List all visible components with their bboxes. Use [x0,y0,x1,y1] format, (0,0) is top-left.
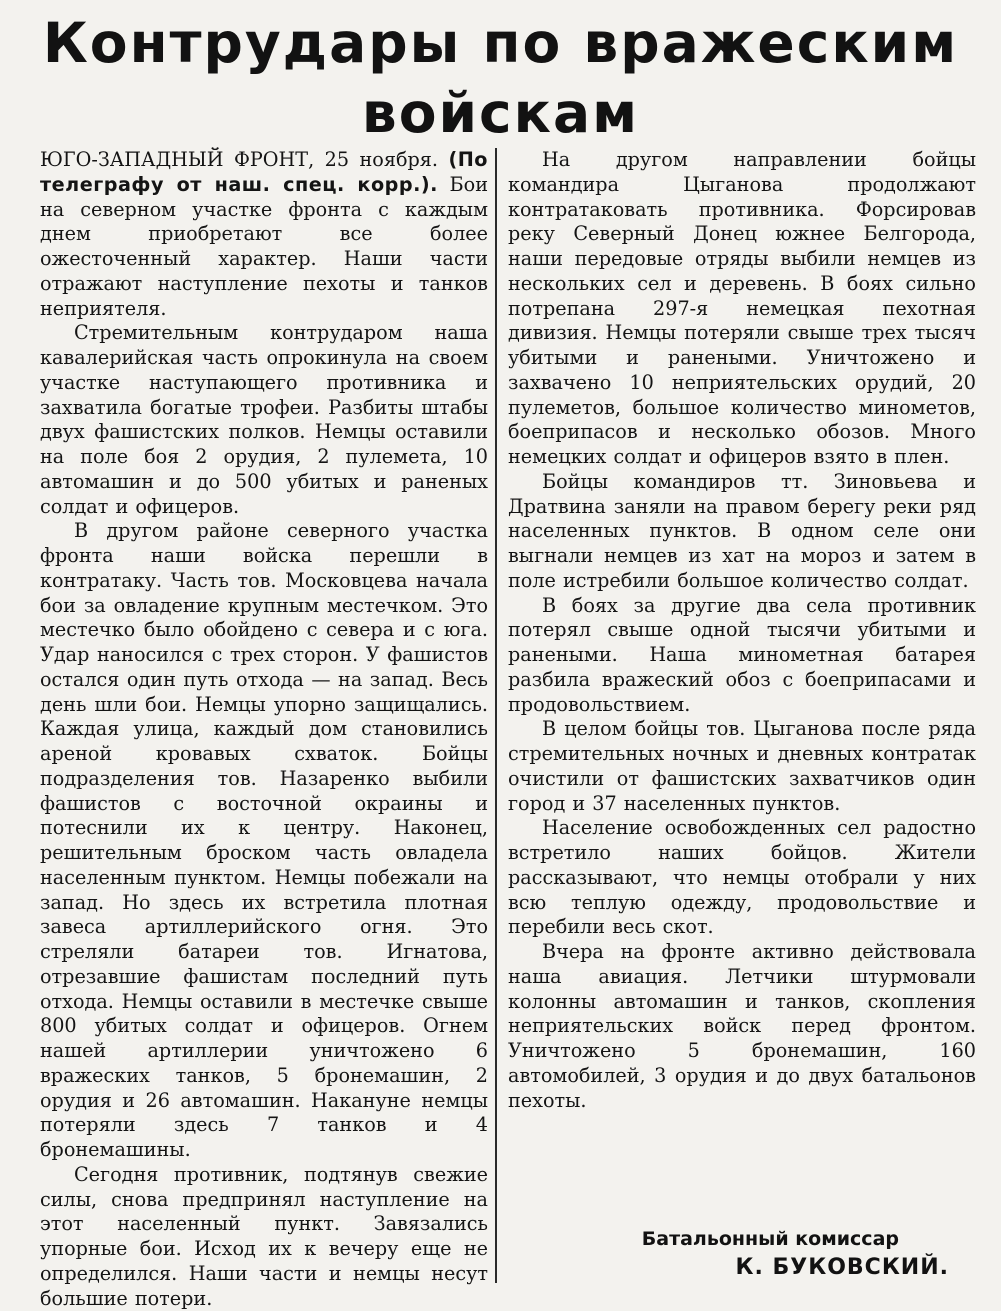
article-paragraph: Вчера на фронте активно действовала наша авиация. Летчики штурмовали колонны автомашин и танков, скопления неприятельских войск перед фронтом. Уничтожено 5 бронемашин, 160 автомобилей, 3 орудия и до двух батальонов пехоты. [508,940,976,1112]
article-paragraph: В другом районе северного участка фронта наши войска перешли в контратаку. Часть тов. Московцева начала бои за овладение крупным местечком. Это местечко было обойдено с севера и с юга. Удар наносился с трех сторон. У фашистов остался один путь отхода — на запад. Весь день шли бои. Немцы упорно защищались. Каждая улица, каждый дом становились ареной кровавых схваток. Бойцы подразделения тов. Назаренко выбили фашистов с восточной окраины и потеснили их к центру. Наконец, решительным броском часть овладела населенным пунктом. Немцы побежали на запад. Но здесь их встретила плотная завеса артиллерийского огня. Это стреляли батареи тов. Игнатова, отрезавшие фашистам последний путь отхода. Немцы оставили в местечке свыше 800 убитых солдат и офицеров. Огнем нашей артиллерии уничтожено 6 вражеских танков, 5 бронемашин, 2 орудия и 26 автомашин. Накануне немцы потеряли здесь 7 танков и 4 бронемашины. [40,519,488,1161]
article-left-column [40,148,488,1311]
headline-line-1: Контрудары по вражеским [42,11,959,75]
article-paragraph: На другом направлении бойцы командира Цыганова продолжают контратаковать противника. Форсировав реку Северный Донец южнее Белгорода, наши передовые отряды выбили немцев из нескольких сел и деревень. В боях сильно потрепана 297-я немецкая пехотная дивизия. Немцы потеряли свыше трех тысяч убитыми и ранеными. Уничтожено и захвачено 10 неприятельских орудий, 20 пулеметов, большое количество минометов, боеприпасов и несколько обозов. Много немецких солдат и офицеров взято в плен. [508,148,976,468]
article-right-column [508,148,976,1113]
headline-line-2: войскам [361,81,640,145]
article-paragraph: Стремительным контрударом наша кавалерийская часть опрокинула на своем участке наступающего противника и захватила богатые трофеи. Разбиты штабы двух фашистских полков. Немцы оставили на поле боя 2 орудия, 2 пулемета, 10 автомашин и до 500 убитых и раненых солдат и офицеров. [40,321,488,518]
paragraph-text: Бои на северном участке фронта с каждым днем приобретают все более ожесточенный характер. Наши части отражают наступление пехоты и танков неприятеля. [40,172,488,320]
correspondent-source: (По телеграфу от наш. спец. корр.). [40,148,488,196]
article-paragraph: Сегодня противник, подтянув свежие силы, снова предпринял наступление на этот населенный пункт. Завязались упорные бои. Исход их к вечеру еще не определился. Наши части и немцы несут большие потери. [40,1162,488,1310]
article-paragraph [40,148,488,321]
dateline: ЮГО-ЗАПАДНЫЙ ФРОНТ, 25 ноября. [40,148,439,171]
article-paragraph: В боях за другие два села противник потерял свыше одной тысячи убитыми и ранеными. Наша минометная батарея разбила вражеский обоз с боеприпасами и продовольствием. [508,593,976,716]
author-name: К. БУКОВСКИЙ. [735,1255,949,1280]
article-paragraph: Бойцы командиров тт. Зиновьева и Дратвина заняли на правом берегу реки ряд населенных пунктов. В одном селе они выгнали немцев из хат на мороз и затем в поле истребили большое количество солдат. [508,469,976,592]
column-divider [495,148,497,1283]
article-paragraph: В целом бойцы тов. Цыганова после ряда стремительных ночных и дневных контратак очистили от фашистских захватчиков один город и 37 населенных пунктов. [508,717,976,815]
article-paragraph: Население освобожденных сел радостно встретило наших бойцов. Жители рассказывают, что немцы отобрали у них всю теплую одежду, продовольствие и перебили весь скот. [508,816,976,939]
author-title: Батальонный комиссар [641,1228,899,1250]
